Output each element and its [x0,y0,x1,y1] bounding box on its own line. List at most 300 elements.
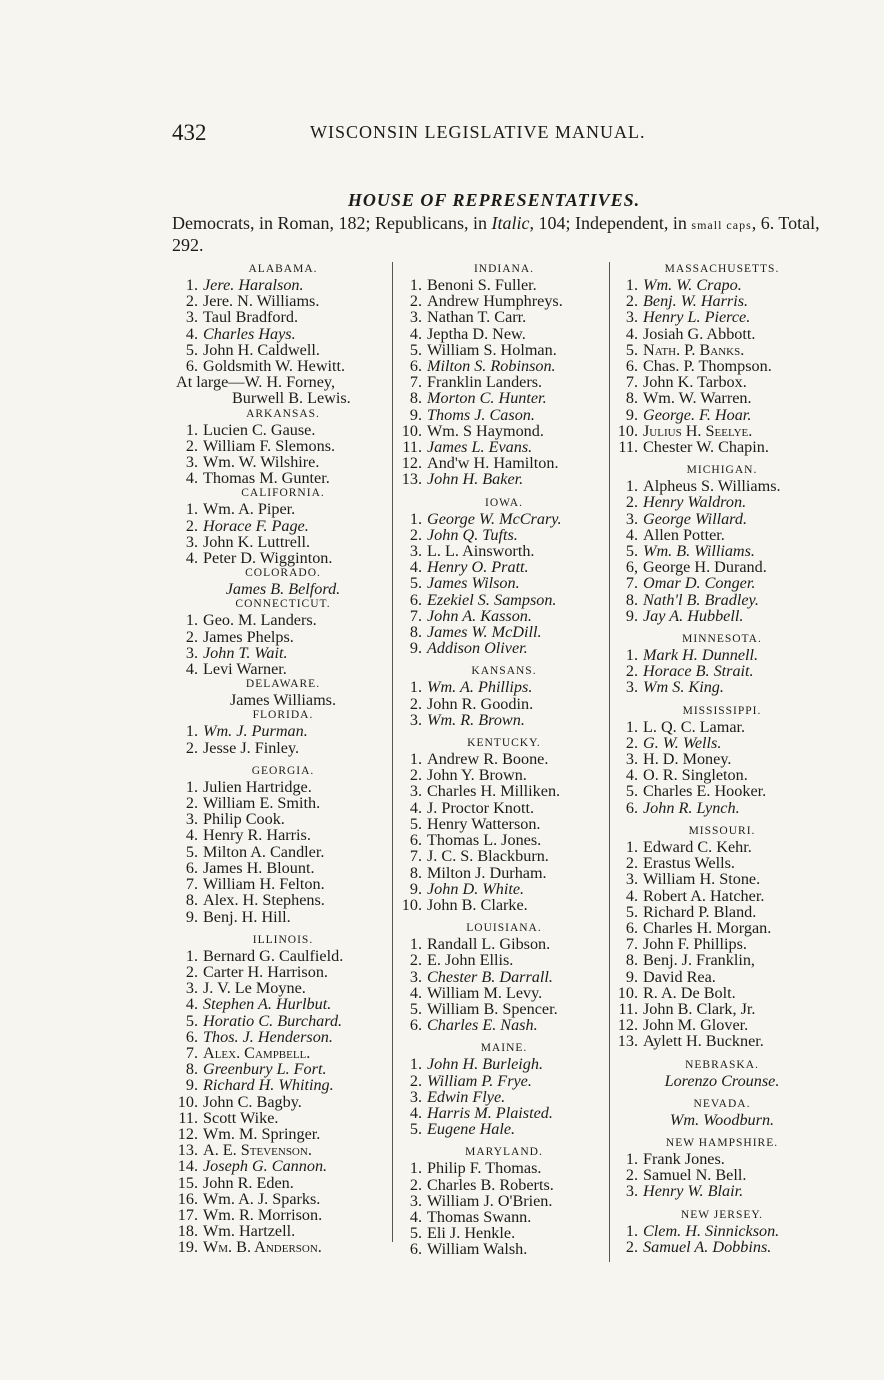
member-entry [616,839,828,855]
district-number: 10. [401,421,422,440]
district-number: 4. [185,826,198,845]
member-name: Milton J. Durham. [427,863,547,882]
district-number: 3. [185,810,198,829]
member-name: Geo. M. Landers. [203,611,317,630]
district-number: 2. [185,292,198,311]
member-name: Chester W. Chapin. [643,438,769,457]
member-entry [616,592,828,608]
member-entry [400,358,608,374]
district-number: 12. [401,454,422,473]
district-number: 9. [185,1076,198,1095]
district-number: 4. [409,1207,422,1226]
member-entry [400,293,608,309]
district-number: 17. [177,1205,198,1224]
member-name: Wm. J. Purman. [203,722,308,741]
member-name: Frank Jones. [643,1149,725,1168]
member-name: Ezekiel S. Sampson. [427,590,557,609]
member-entry [616,663,828,679]
member-name: Burwell B. Lewis. [232,389,351,408]
district-number: 6. [625,918,638,937]
member-entry [176,454,390,470]
district-number: 12. [177,1124,198,1143]
district-number: 7. [409,847,422,866]
member-name: Richard P. Bland. [643,902,757,921]
member-name: Wm. W. Warren. [643,389,752,408]
member-entry [176,964,390,980]
member-entry [400,832,608,848]
district-number: 6. [409,357,422,376]
member-name: At large—W. H. Forney, [176,373,336,392]
member-name: John B. Clark, Jr. [643,999,756,1018]
member-name: John R. Eden. [203,1173,294,1192]
member-name: Wm. Woodburn. [669,1110,775,1129]
state-heading: ARKANSAS. [246,407,320,420]
member-name: Samuel N. Bell. [643,1166,747,1185]
member-entry [616,751,828,767]
member-name: Nathan T. Carr. [427,308,527,327]
member-name: Richard H. Whiting. [203,1076,334,1095]
member-entry [400,985,608,1001]
member-name: Charles Hays. [203,324,296,343]
member-name: Samuel A. Dobbins. [643,1237,772,1256]
column-divider [609,262,610,1262]
member-entry [616,985,828,1001]
member-name: Josiah G. Abbott. [643,324,756,343]
member-entry [616,559,828,575]
member-name: Henry O. Pratt. [427,558,529,577]
district-number: 7. [625,935,638,954]
member-name: Greenbury L. Fort. [203,1060,327,1079]
state-heading: MASSACHUSETTS. [664,263,780,275]
district-number: 10. [401,895,422,914]
member-name: John B. Clarke. [427,895,528,914]
state-heading: ALABAMA. [248,263,318,275]
member-name: Edward C. Kehr. [643,837,752,856]
member-entry [616,871,828,887]
district-number: 1. [185,722,198,741]
member-name: Philip Cook. [203,810,285,829]
district-number: 4. [185,660,198,679]
member-entry [400,423,608,439]
member-name: Carter H. Harrison. [203,962,328,981]
district-number: 1. [185,420,198,439]
district-number: 6. [185,858,198,877]
member-name: Alex. Campbell. [203,1043,311,1062]
member-entry [400,1105,608,1121]
member-name: Wm. B. Anderson. [203,1238,322,1257]
district-number: 5. [409,814,422,833]
member-entry [176,1061,390,1077]
district-number: 2. [625,1166,638,1185]
district-number: 6. [409,590,422,609]
member-name: John R. Lynch. [643,798,740,817]
member-name: John Y. Brown. [427,766,527,785]
district-number: 2. [625,493,638,512]
district-number: 1. [625,717,638,736]
member-name: John Q. Tufts. [427,525,518,544]
member-entry [400,816,608,832]
district-number: 11. [178,1108,198,1127]
member-name: Mark H. Dunnell. [643,646,759,665]
member-entry [400,543,608,559]
member-entry [616,647,828,663]
district-number: 2. [185,962,198,981]
member-name: Jesse J. Finley. [203,738,300,757]
member-name: Peter D. Wigginton. [203,549,333,568]
member-name: Wm S. King. [643,678,724,697]
district-number: 6. [185,357,198,376]
member-entry [616,1073,828,1089]
member-name: Thomas M. Gunter. [203,469,330,488]
member-entry [400,326,608,342]
district-number: 2. [409,766,422,785]
member-name: Charles H. Milliken. [427,782,561,801]
member-name: Wm. W. Wilshire. [203,453,320,472]
member-name: Franklin Landers. [427,373,543,392]
district-number: 3. [409,782,422,801]
member-entry [400,527,608,543]
member-entry [176,779,390,795]
district-number: 4. [185,995,198,1014]
district-number: 8. [409,863,422,882]
member-entry [176,1013,390,1029]
district-number: 5. [409,1224,422,1243]
member-name: Jay A. Hubbell. [643,606,744,625]
member-name: William P. Frye. [427,1071,532,1090]
member-name: Horace F. Page. [203,516,309,535]
member-name: Benj. W. Harris. [643,292,749,311]
member-name: Lucien C. Gause. [203,420,316,439]
state-heading: FLORIDA. [252,709,314,722]
member-entry [176,723,390,739]
district-number: 3. [409,542,422,561]
district-number: 3. [185,308,198,327]
member-name: John K. Luttrell. [203,532,311,551]
member-entry [176,1158,390,1174]
member-entry [400,559,608,575]
member-entry [400,783,608,799]
member-name: John H. Caldwell. [203,340,320,359]
member-name: George W. McCrary. [427,509,562,528]
section-title: HOUSE OF REPRESENTATIVES. [347,190,641,210]
member-entry [400,390,608,406]
member-name: Edwin Flye. [427,1087,506,1106]
member-name: James H. Blount. [203,858,315,877]
member-entry [176,1142,390,1158]
district-number: 6. [625,798,638,817]
district-number: 3. [625,678,638,697]
district-number: 3. [185,453,198,472]
member-entry [176,277,390,293]
member-name: R. A. De Bolt. [643,983,736,1002]
member-name: Charles H. Morgan. [643,918,772,937]
member-name: Milton S. Robinson. [427,357,556,376]
district-number: 8. [409,623,422,642]
district-number: 1. [409,678,422,697]
district-number: 3. [625,308,638,327]
member-name: And'w H. Hamilton. [427,454,559,473]
member-entry [176,612,390,628]
member-entry [176,1207,390,1223]
district-number: 16. [177,1189,198,1208]
district-number: 1. [185,611,198,630]
district-number: 7. [185,1043,198,1062]
member-name: Charles E. Hooker. [643,782,767,801]
district-number: 5. [185,842,198,861]
member-name: Jere. Haralson. [203,276,304,294]
summary-text-3: , 6. Total, 292. [172,213,820,255]
member-entry [176,374,390,390]
district-number: 2. [409,525,422,544]
member-entry [616,888,828,904]
member-entry [616,1001,828,1017]
member-name: James Williams. [229,691,337,710]
member-entry [616,390,828,406]
district-number: 4. [409,1103,422,1122]
member-name: John D. White. [427,879,525,898]
district-number: 3. [185,979,198,998]
district-number: 3. [625,1182,638,1201]
member-entry [616,439,828,455]
district-number: 13. [177,1141,198,1160]
district-number: 3. [185,532,198,551]
district-number: 1. [409,750,422,769]
state-heading: NEW HAMPSHIRE. [665,1136,779,1149]
member-name: Taul Bradford. [203,308,299,327]
member-entry [176,844,390,860]
member-entry [176,892,390,908]
member-entry [616,1223,828,1239]
district-number: 9. [409,879,422,898]
member-entry [616,1239,828,1255]
member-entry [176,1045,390,1061]
member-entry [176,309,390,325]
district-number: 2. [625,733,638,752]
member-name: John K. Tarbox. [643,373,747,392]
member-entry [400,848,608,864]
member-name: Nath. P. Banks. [643,340,745,359]
member-entry [616,543,828,559]
member-name: Wm. B. Williams. [643,542,755,561]
member-entry [400,969,608,985]
member-name: William Walsh. [427,1240,528,1259]
member-entry [400,1177,608,1193]
district-number: 1. [185,946,198,965]
district-number: 2. [409,1175,422,1194]
member-entry [400,342,608,358]
member-entry [176,645,390,661]
member-name: Robert A. Hatcher. [643,886,765,905]
member-entry [616,494,828,510]
column-divider [392,262,393,1242]
member-entry [616,1151,828,1167]
member-entry [176,470,390,486]
state-heading: NEVADA. [693,1097,751,1110]
member-name: William M. Levy. [427,983,543,1002]
member-name: Wm. W. Crapo. [643,276,742,294]
member-entry [176,1175,390,1191]
member-entry [616,511,828,527]
member-entry [176,1126,390,1142]
district-number: 8. [625,590,638,609]
member-name: George H. Durand. [643,558,767,577]
member-name: Wm. R. Brown. [427,710,525,729]
district-number: 4. [409,558,422,577]
district-number: 6. [409,1016,422,1035]
district-number: 11. [618,438,638,457]
district-number: 1. [409,935,422,954]
member-name: Chester B. Darrall. [427,967,553,986]
member-name: Thomas Swann. [427,1207,532,1226]
member-entry [176,1239,390,1255]
member-name: George Willard. [643,509,748,528]
district-number: 1. [185,777,198,796]
district-number: 5. [409,340,422,359]
district-number: 4. [409,324,422,343]
member-name: Alex. H. Stephens. [203,891,325,910]
district-number: 1. [625,1149,638,1168]
district-number: 9. [625,405,638,424]
member-entry [176,909,390,925]
district-number: 8. [625,951,638,970]
district-number: 9. [185,907,198,926]
district-number: 4. [409,983,422,1002]
member-name: Allen Potter. [643,525,725,544]
member-name: Erastus Wells. [643,854,735,873]
district-number: 9. [625,606,638,625]
member-entry [616,575,828,591]
member-name: Henry Watterson. [427,814,541,833]
member-name: Wm. A. Phillips. [427,678,533,697]
state-heading: MICHIGAN. [686,464,758,477]
district-number: 19. [177,1238,198,1257]
district-number: 5. [625,542,638,561]
member-name: John R. Goodin. [427,694,534,713]
member-entry [400,277,608,293]
state-heading: DELAWARE. [245,678,321,691]
district-number: 11. [402,438,422,457]
member-name: Benj. J. Franklin, [643,951,755,970]
member-entry [400,309,608,325]
member-name: Jeptha D. New. [427,324,526,343]
member-name: L. Q. C. Lamar. [643,717,746,736]
district-number: 9. [409,405,422,424]
member-entry [400,952,608,968]
member-name: William J. O'Brien. [427,1191,553,1210]
page-number: 432 [172,120,207,145]
member-name: Wm. Hartzell. [203,1222,296,1241]
state-heading: NEW JERSEY. [680,1208,764,1221]
district-number: 5. [625,340,638,359]
member-entry [616,783,828,799]
member-entry [176,550,390,566]
member-entry [176,1077,390,1093]
member-name: Thomas L. Jones. [427,831,542,850]
member-entry [400,407,608,423]
district-number: 7. [625,373,638,392]
district-number: 2. [409,1071,422,1090]
member-entry [176,629,390,645]
member-entry [400,1241,608,1257]
member-entry [176,342,390,358]
member-entry [176,326,390,342]
member-name: John A. Kasson. [427,606,532,625]
member-entry [400,800,608,816]
member-name: John F. Phillips. [643,935,747,954]
member-name: Philip F. Thomas. [427,1159,542,1178]
member-entry [616,342,828,358]
member-entry [616,936,828,952]
district-number: 3. [625,750,638,769]
member-entry [176,1094,390,1110]
member-entry [400,936,608,952]
member-entry [400,865,608,881]
member-name: Eugene Hale. [427,1120,516,1139]
member-name: Bernard G. Caulfield. [203,946,344,965]
district-number: 2. [625,292,638,311]
state-heading: KENTUCKY. [467,737,541,750]
member-entry [616,952,828,968]
district-number: 7. [185,875,198,894]
member-name: John M. Glover. [643,1016,749,1035]
district-number: 3. [625,870,638,889]
member-entry [400,1017,608,1033]
district-number: 13. [401,470,422,489]
district-number: 2. [625,1237,638,1256]
member-entry [176,740,390,756]
member-entry [176,438,390,454]
member-name: James Wilson. [427,574,520,593]
member-entry [400,624,608,640]
member-entry [400,471,608,487]
member-name: Jere. N. Williams. [203,292,320,311]
district-number: 15. [177,1173,198,1192]
state-heading: MAINE. [480,1042,528,1055]
member-name: William F. Slemons. [203,436,336,455]
district-number: 4. [409,798,422,817]
state-heading: MISSISSIPPI. [682,704,762,717]
district-number: 7. [409,373,422,392]
member-entry [616,374,828,390]
member-name: Chas. P. Thompson. [643,357,772,376]
district-number: 6. [625,357,638,376]
member-entry [400,1121,608,1137]
member-name: Henry Waldron. [643,493,747,512]
member-entry [616,326,828,342]
district-number: 4. [625,324,638,343]
member-entry [176,293,390,309]
district-number: 2. [625,662,638,681]
member-entry [400,640,608,656]
state-heading: MARYLAND. [465,1146,543,1159]
summary-text-1: Democrats, in Roman, 182; Republicans, in [172,213,492,233]
member-entry [176,795,390,811]
member-name: James Phelps. [203,627,294,646]
member-entry [176,860,390,876]
member-name: David Rea. [643,967,716,986]
district-number: 2. [625,854,638,873]
district-number: 6. [409,1240,422,1259]
member-entry [616,969,828,985]
district-number: 1. [625,477,638,496]
member-name: George. F. Hoar. [643,405,752,424]
district-number: 8. [625,389,638,408]
member-name: William S. Holman. [427,340,557,359]
district-number: 3. [409,967,422,986]
member-entry [616,293,828,309]
member-name: Horace B. Strait. [643,662,754,681]
member-entry [400,1193,608,1209]
